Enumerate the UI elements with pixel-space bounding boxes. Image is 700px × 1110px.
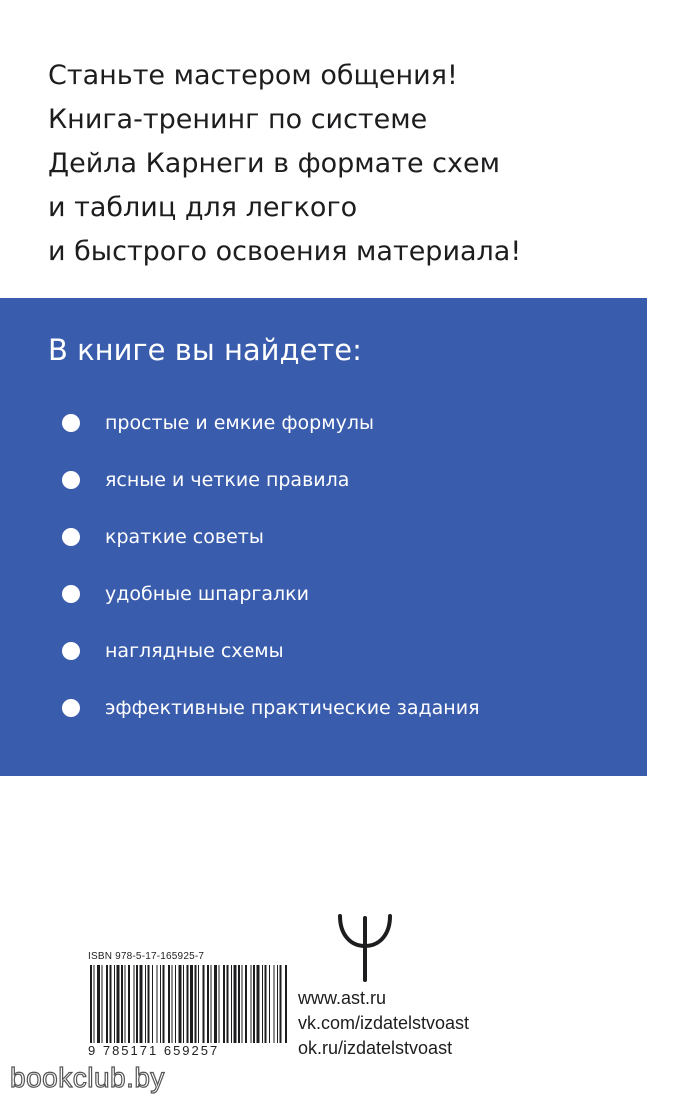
feature-item: [62, 463, 480, 520]
bullet-icon: [62, 528, 80, 546]
bullet-icon: [62, 642, 80, 660]
feature-label: ясные и четкие правила: [105, 469, 350, 491]
tagline: [48, 54, 668, 274]
feature-item: [62, 577, 480, 634]
bullet-icon: [62, 414, 80, 432]
watermark: bookclub.by: [10, 1062, 165, 1093]
features-panel: [0, 298, 647, 776]
features-list: [62, 406, 480, 748]
tagline-line: и таблиц для легкого: [48, 192, 358, 223]
tagline-line: и быстрого освоения материала!: [48, 236, 522, 267]
isbn-block: [88, 951, 293, 1058]
isbn-label: ISBN 978-5-17-165925-7: [88, 951, 205, 962]
feature-item: [62, 634, 480, 691]
feature-label: простые и емкие формулы: [105, 412, 374, 434]
ok-link[interactable]: ok.ru/izdatelstvoast: [298, 1038, 453, 1058]
barcode-icon: [88, 965, 291, 1045]
bullet-icon: [62, 699, 80, 717]
feature-item: [62, 691, 480, 748]
feature-label: удобные шпаргалки: [105, 583, 309, 605]
feature-label: краткие советы: [105, 526, 264, 548]
bullet-icon: [62, 585, 80, 603]
tagline-line: Книга-тренинг по системе: [48, 104, 428, 135]
tagline-line: Дейла Карнеги в формате схем: [48, 148, 500, 179]
barcode-digits: 9 785171 659257: [88, 1043, 220, 1058]
feature-label: наглядные схемы: [105, 640, 284, 662]
psi-icon: [336, 912, 394, 982]
bullet-icon: [62, 471, 80, 489]
feature-item: [62, 520, 480, 577]
vk-link[interactable]: vk.com/izdatelstvoast: [298, 1013, 470, 1033]
publisher-contacts: [298, 986, 469, 1061]
features-heading: В книге вы найдете:: [48, 333, 362, 367]
feature-label: эффективные практические задания: [105, 697, 480, 719]
feature-item: [62, 406, 480, 463]
tagline-line: Станьте мастером общения!: [48, 60, 458, 91]
website-link[interactable]: www.ast.ru: [298, 988, 387, 1008]
